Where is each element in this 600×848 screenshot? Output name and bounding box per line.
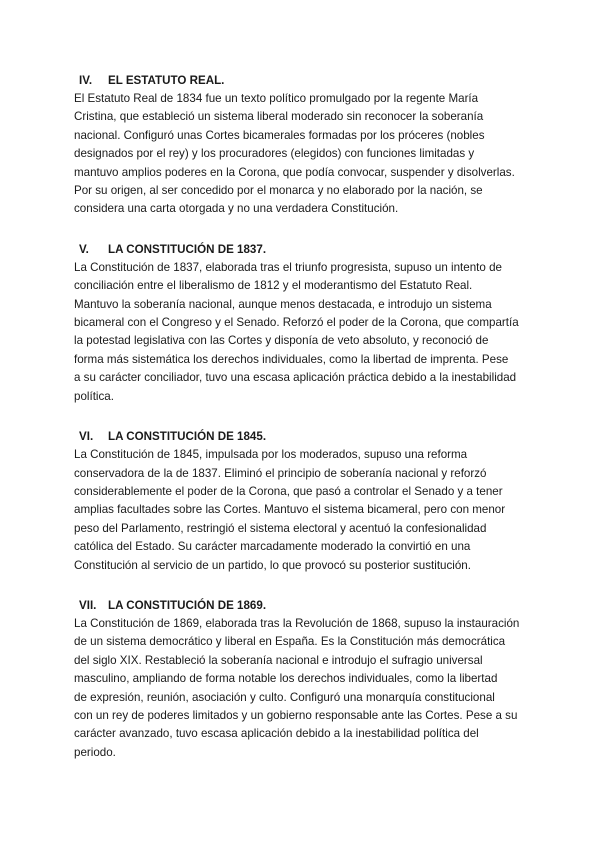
paragraph-line: del siglo XIX. Restableció la soberanía nacional e introdujo el sufragio universal: [74, 653, 483, 667]
section-body: [74, 446, 532, 575]
section-title: EL ESTATUTO REAL.: [108, 74, 225, 87]
paragraph-line: La Constitución de 1869, elaborada tras la Revolución de 1868, supuso la instauración: [74, 616, 520, 630]
paragraph-line: Constitución al servicio de un partido, lo que provocó su posterior sustitución.: [74, 558, 471, 572]
section-number: IV.: [79, 74, 93, 87]
section-heading: [74, 72, 532, 90]
paragraph-line: amplias facultades sobre las Cortes. Mantuvo el sistema bicameral, pero con menor: [74, 503, 506, 517]
section-number: V.: [79, 242, 89, 256]
paragraph-line: Cristina, que estableció un sistema liberal moderado sin reconocer la soberanía: [74, 110, 484, 124]
section-body: [74, 90, 532, 219]
paragraph-line: católica del Estado. Su carácter marcadamente moderado la convirtió en una: [74, 540, 471, 554]
paragraph-line: masculino, ampliando de forma notable los derechos individuales, como la libertad: [74, 672, 498, 686]
document-page: [74, 72, 532, 784]
section-constitucion-1837: [74, 241, 532, 406]
paragraph-line: con un rey de poderes limitados y un gobierno responsable ante las Cortes. Pese a su: [74, 708, 518, 722]
paragraph-line: política.: [74, 389, 114, 403]
paragraph-line: conciliación entre el liberalismo de 1812 y el moderantismo del Estatuto Real.: [74, 279, 473, 293]
section-constitucion-1845: [74, 428, 532, 575]
paragraph-line: de un sistema democrático y liberal en España. Es la Constitución más democrática: [74, 635, 506, 649]
paragraph-line: Por su origen, al ser concedido por el monarca y no elaborado por la nación, se: [74, 184, 483, 198]
section-heading: [74, 428, 532, 446]
paragraph-line: forma más sistemática los derechos individuales, como la libertad de imprenta. Pese: [74, 352, 509, 366]
section-constitucion-1869: [74, 597, 532, 762]
section-estatuto-real: [74, 72, 532, 219]
paragraph-line: mantuvo amplios poderes en la Corona, que podía convocar, suspender y disolverlas.: [74, 165, 515, 179]
section-title: LA CONSTITUCIÓN DE 1869.: [108, 598, 267, 612]
paragraph-line: Mantuvo la soberanía nacional, aunque menos destacada, e introdujo un sistema: [74, 297, 492, 311]
paragraph-line: conservadora de la de 1837. Eliminó el principio de soberanía nacional y reforzó: [74, 466, 487, 480]
section-body: [74, 259, 532, 406]
paragraph-line: peso del Parlamento, restringió el sistema electoral y acentuó la confesionalidad: [74, 521, 487, 535]
paragraph-line: la potestad legislativa con las Cortes y disponía de veto absoluto, y reconoció de: [74, 334, 489, 348]
paragraph-line: considerablemente el poder de la Corona, que pasó a controlar el Senado y a tener: [74, 484, 503, 498]
paragraph-line: bicameral con el Congreso y el Senado. Reforzó el poder de la Corona, que compartía: [74, 316, 519, 330]
section-heading: [74, 241, 532, 259]
section-number: VII.: [79, 598, 97, 612]
paragraph-line: considera una carta otorgada y no una verdadera Constitución.: [74, 202, 399, 216]
paragraph-line: periodo.: [74, 745, 116, 759]
paragraph-line: designados por el rey) y los procuradores (elegidos) con funciones limitadas y: [74, 147, 475, 161]
paragraph-line: a su carácter conciliador, tuvo una escasa aplicación práctica debido a la inestabilidad: [74, 371, 517, 385]
paragraph-line: nacional. Configuró unas Cortes bicamerales formadas por los próceres (nobles: [74, 128, 485, 142]
paragraph-line: La Constitución de 1845, impulsada por los moderados, supuso una reforma: [74, 448, 468, 462]
paragraph-line: carácter avanzado, tuvo escasa aplicación debido a la inestabilidad política del: [74, 727, 479, 741]
section-body: [74, 615, 532, 762]
section-heading: [74, 597, 532, 615]
section-title: LA CONSTITUCIÓN DE 1837.: [108, 242, 267, 256]
section-number: VI.: [79, 430, 94, 444]
paragraph-line: de expresión, reunión, asociación y culto. Configuró una monarquía constitucional: [74, 690, 495, 704]
section-title: LA CONSTITUCIÓN DE 1845.: [108, 430, 267, 444]
paragraph-line: El Estatuto Real de 1834 fue un texto político promulgado por la regente María: [74, 92, 479, 105]
paragraph-line: La Constitución de 1837, elaborada tras el triunfo progresista, supuso un intento de: [74, 260, 502, 274]
